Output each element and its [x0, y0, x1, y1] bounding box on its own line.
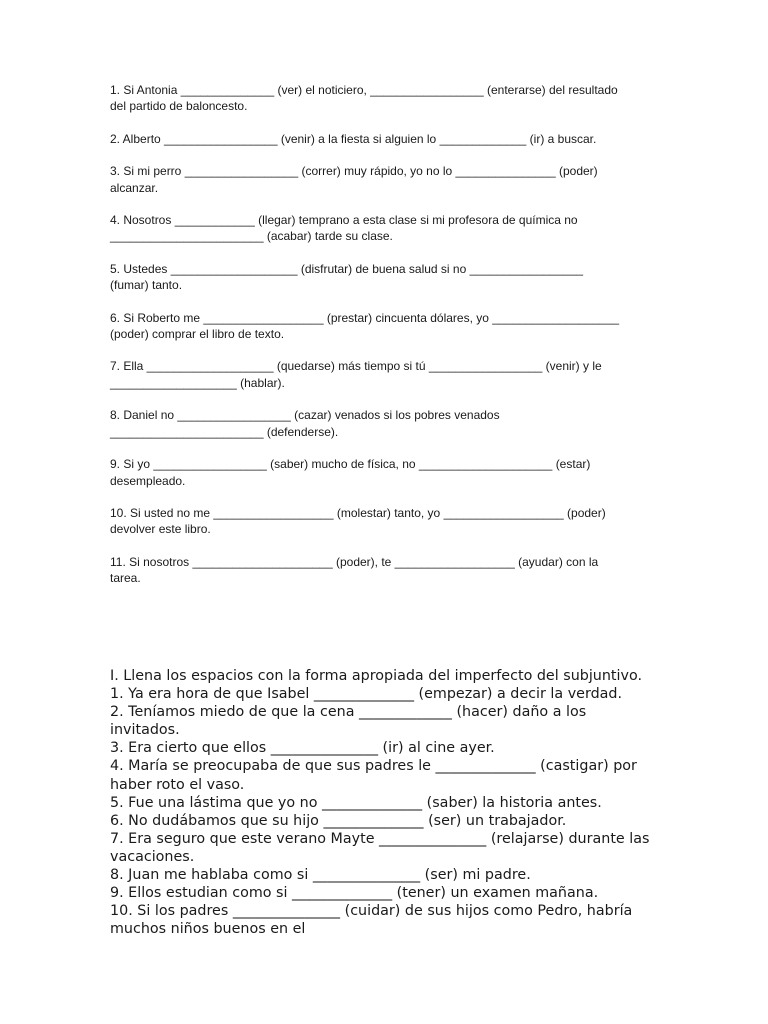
exercise-item-3: 3. Si mi perro _________________ (correr) muy rápido, yo no lo _______________ (poder) alcanzar.	[110, 164, 598, 195]
exercise-item-2: 2. Alberto _________________ (venir) a la fiesta si alguien lo _____________ (ir) a buscar.	[110, 131, 597, 146]
subjunctive-item-4: 4. María se preocupaba de que sus padres le ______________ (castigar) por haber roto el vaso.	[110, 758, 637, 793]
exercise-item-10: 10. Si usted no me __________________ (molestar) tanto, yo __________________ (poder) devolver este libro.	[110, 505, 606, 537]
conditional-exercise-list	[110, 82, 670, 587]
subjunctive-exercise-section	[110, 667, 670, 938]
subjunctive-item-1: 1. Ya era hora de que Isabel ______________ (empezar) a decir la verdad.	[110, 686, 623, 703]
subjunctive-item-5: 5. Fue una lástima que yo no ______________ (saber) la historia antes.	[110, 794, 602, 811]
subjunctive-item-3: 3. Era cierto que ellos _______________ (ir) al cine ayer.	[110, 740, 495, 757]
exercise-item-6: 6. Si Roberto me __________________ (prestar) cincuenta dólares, yo ___________________ (poder) comprar el libro de texto.	[110, 310, 620, 342]
exercise-item-5: 5. Ustedes ___________________ (disfrutar) de buena salud si no _________________ (fumar) tanto.	[110, 261, 584, 293]
subjunctive-item-6: 6. No dudábamos que su hijo ______________ (ser) un trabajador.	[110, 812, 567, 829]
subjunctive-item-9: 9. Ellos estudian como si ______________ (tener) un examen mañana.	[110, 885, 599, 902]
exercise-item-11: 11. Si nosotros _____________________ (poder), te __________________ (ayudar) con la tarea.	[110, 554, 599, 586]
section-instructions: I. Llena los espacios con la forma apropiada del imperfecto del subjuntivo.	[110, 668, 643, 684]
exercise-item-1: 1. Si Antonia ______________ (ver) el noticiero, _________________ (enterarse) del resultado del partido de baloncesto.	[110, 83, 618, 114]
subjunctive-item-10: 10. Si los padres _______________ (cuidar) de sus hijos como Pedro, habría muchos niños buenos en el	[110, 903, 633, 938]
subjunctive-item-7: 7. Era seguro que este verano Mayte _______________ (relajarse) durante las vacaciones.	[110, 830, 650, 865]
exercise-item-8: 8. Daniel no _________________ (cazar) venados si los pobres venados _______________________ (defenderse).	[110, 408, 500, 439]
exercise-item-4: 4. Nosotros ____________ (llegar) temprano a esta clase si mi profesora de química no _______________________ (acabar) tarde su clase.	[110, 213, 578, 244]
subjunctive-item-8: 8. Juan me hablaba como si _______________ (ser) mi padre.	[110, 867, 531, 884]
exercise-item-9: 9. Si yo _________________ (saber) mucho de física, no ____________________ (estar) desempleado.	[110, 457, 591, 488]
subjunctive-item-2: 2. Teníamos miedo de que la cena _____________ (hacer) daño a los invitados.	[110, 704, 587, 739]
exercise-item-7: 7. Ella ___________________ (quedarse) más tiempo si tú _________________ (venir) y le ___________________ (hablar).	[110, 359, 602, 390]
